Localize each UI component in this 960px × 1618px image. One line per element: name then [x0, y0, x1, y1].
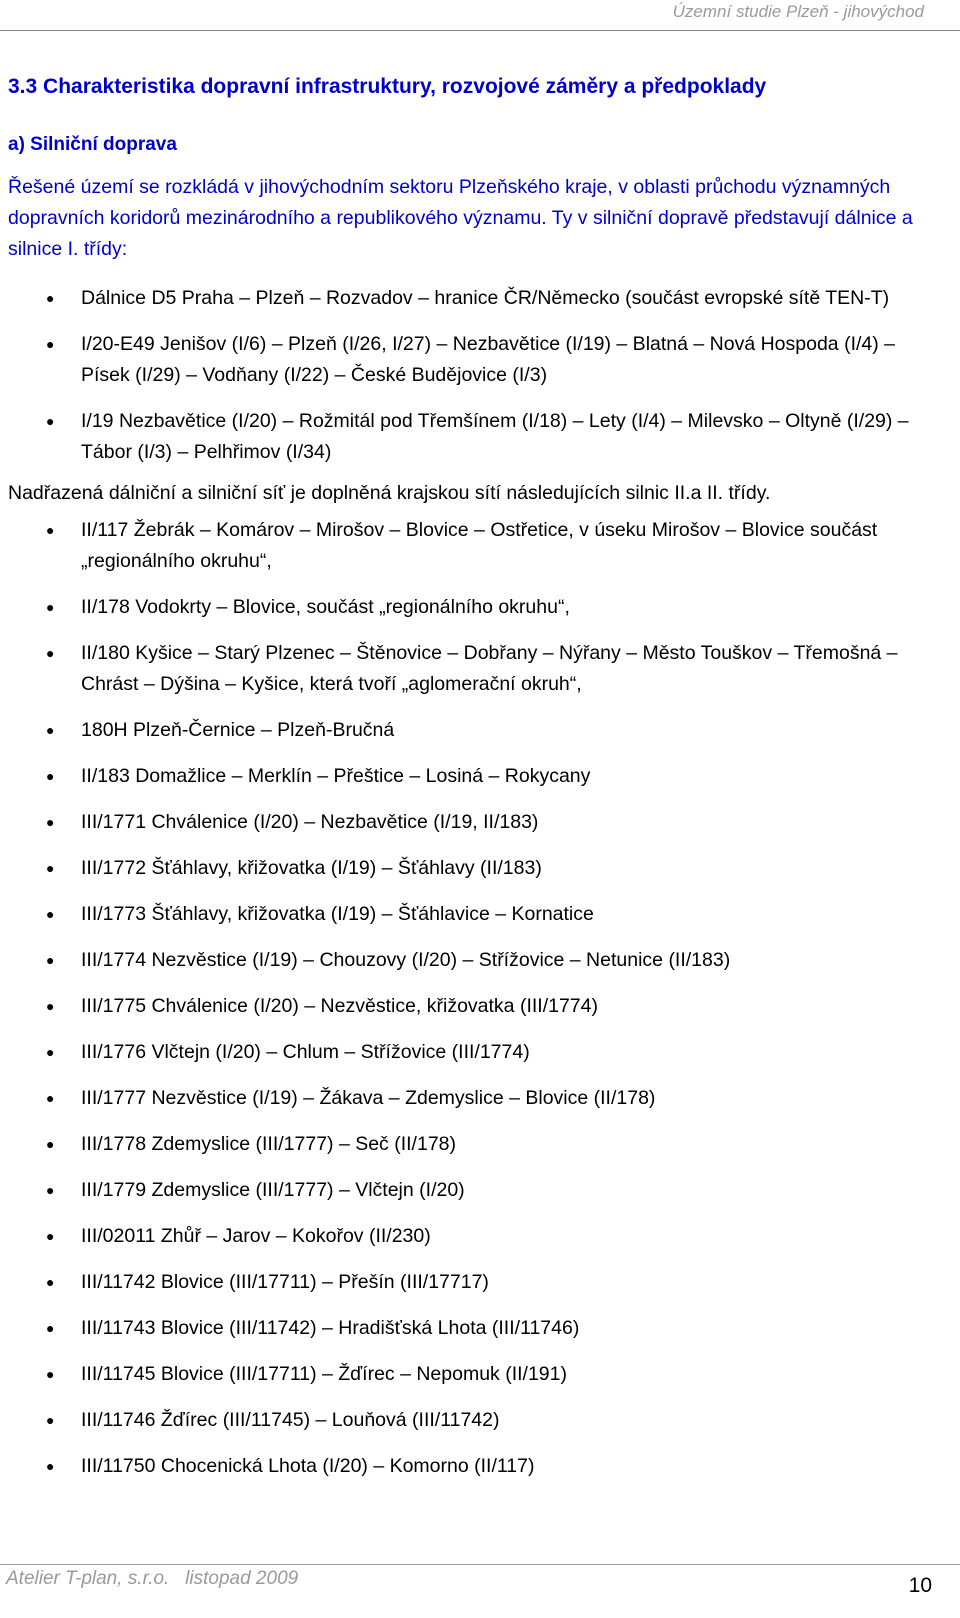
list-item: ● III/1771 Chválenice (I/20) – Nezbavětice (I/19, II/183): [8, 807, 934, 838]
list-item: ● III/11746 Žďírec (III/11745) – Louňová (III/11742): [8, 1405, 934, 1436]
bullet-icon: ●: [46, 1366, 55, 1382]
network-paragraph: Nadřazená dálniční a silniční síť je doplněná krajskou sítí následujících silnic II.a II. třídy.: [8, 482, 771, 504]
bullet-icon: ●: [46, 1182, 55, 1198]
bullet-icon: ●: [46, 1136, 55, 1152]
list-item: ● III/1779 Zdemyslice (III/1777) – Vlčtejn (I/20): [8, 1175, 934, 1206]
list-item: ● III/11750 Chocenická Lhota (I/20) – Komorno (II/117): [8, 1451, 934, 1482]
list-item: ● III/1774 Nezvěstice (I/19) – Chouzovy (I/20) – Střížovice – Netunice (II/183): [8, 945, 934, 976]
bullet-icon: ●: [46, 998, 55, 1014]
list-item: ● II/183 Domažlice – Merklín – Přeštice – Losiná – Rokycany: [8, 761, 934, 792]
list-item: ● III/02011 Zhůř – Jarov – Kokořov (II/230): [8, 1221, 934, 1252]
list-item: ● III/1773 Šťáhlavy, křižovatka (I/19) – Šťáhlavice – Kornatice: [8, 899, 934, 930]
list-item: ● III/1772 Šťáhlavy, křižovatka (I/19) – Šťáhlavy (II/183): [8, 853, 934, 884]
bullet-icon: ●: [46, 1228, 55, 1244]
bullet-icon: ●: [46, 599, 55, 615]
list-item: ● Dálnice D5 Praha – Plzeň – Rozvadov – hranice ČR/Německo (součást evropské sítě TEN-T): [8, 283, 934, 314]
bullet-icon: ●: [46, 1274, 55, 1290]
bullet-icon: ●: [46, 814, 55, 830]
list-item: ● III/1775 Chválenice (I/20) – Nezvěstice, křižovatka (III/1774): [8, 991, 934, 1022]
bullet-icon: ●: [46, 290, 55, 306]
header-title: Územní studie Plzeň - jihovýchod: [672, 2, 924, 21]
page-number: 10: [908, 1574, 932, 1597]
list-item: ● III/11742 Blovice (III/17711) – Přešín (III/17717): [8, 1267, 934, 1298]
list-item: ● I/19 Nezbavětice (I/20) – Rožmitál pod Třemšínem (I/18) – Lety (I/4) – Milevsko – Oltyně (I/29) – Tábor (I/3) – Pelhřimov (I/34): [8, 406, 934, 468]
bullet-icon: ●: [46, 1044, 55, 1060]
intro-paragraph: Řešené území se rozkládá v jihovýchodním sektoru Plzeňského kraje, v oblasti průchodu významných dopravních koridorů mezinárodního a republikového významu. Ty v silniční dopravě představují dálnice a silnice I. třídy:: [8, 176, 913, 260]
list-item: ● I/20-E49 Jenišov (I/6) – Plzeň (I/26, I/27) – Nezbavětice (I/19) – Blatná – Nová Hospoda (I/4) – Písek (I/29) – Vodňany (I/22) – České Budějovice (I/3): [8, 329, 934, 391]
list-item: ● II/178 Vodokrty – Blovice, součást „regionálního okruhu“,: [8, 592, 934, 623]
bullet-icon: ●: [46, 860, 55, 876]
list-item: ● 180H Plzeň-Černice – Plzeň-Bručná: [8, 715, 934, 746]
bullet-icon: ●: [46, 906, 55, 922]
list-item: ● III/1777 Nezvěstice (I/19) – Žákava – Zdemyslice – Blovice (II/178): [8, 1083, 934, 1114]
document-body: [8, 72, 934, 1482]
bullet-icon: ●: [46, 336, 55, 352]
bullet-icon: ●: [46, 1090, 55, 1106]
list-item: ● III/1776 Vlčtejn (I/20) – Chlum – Střížovice (III/1774): [8, 1037, 934, 1068]
bullet-icon: ●: [46, 952, 55, 968]
main-roads-list: [8, 283, 934, 468]
page-header: [0, 0, 960, 31]
list-item: ● III/1778 Zdemyslice (III/1777) – Seč (II/178): [8, 1129, 934, 1160]
bullet-icon: ●: [46, 522, 55, 538]
footer-company-date: Atelier T-plan, s.r.o. listopad 2009: [6, 1568, 299, 1589]
bullet-icon: ●: [46, 645, 55, 661]
list-item: ● II/117 Žebrák – Komárov – Mirošov – Blovice – Ostřetice, v úseku Mirošov – Blovice součást „regionálního okruhu“,: [8, 515, 934, 577]
regional-roads-list: [8, 515, 934, 1482]
bullet-icon: ●: [46, 722, 55, 738]
page-footer: [0, 1564, 960, 1618]
bullet-icon: ●: [46, 1412, 55, 1428]
section-title: 3.3 Charakteristika dopravní infrastruktury, rozvojové záměry a předpoklady: [8, 75, 767, 98]
list-item: ● III/11743 Blovice (III/11742) – Hradišťská Lhota (III/11746): [8, 1313, 934, 1344]
bullet-icon: ●: [46, 413, 55, 429]
footer-divider: [0, 1564, 960, 1565]
list-item: ● III/11745 Blovice (III/17711) – Žďírec – Nepomuk (II/191): [8, 1359, 934, 1390]
bullet-icon: ●: [46, 768, 55, 784]
bullet-icon: ●: [46, 1458, 55, 1474]
subsection-title: a) Silniční doprava: [8, 134, 177, 155]
bullet-icon: ●: [46, 1320, 55, 1336]
list-item: ● II/180 Kyšice – Starý Plzenec – Štěnovice – Dobřany – Nýřany – Město Touškov – Třemošná – Chrást – Dýšina – Kyšice, která tvoří „aglomerační okruh“,: [8, 638, 934, 700]
